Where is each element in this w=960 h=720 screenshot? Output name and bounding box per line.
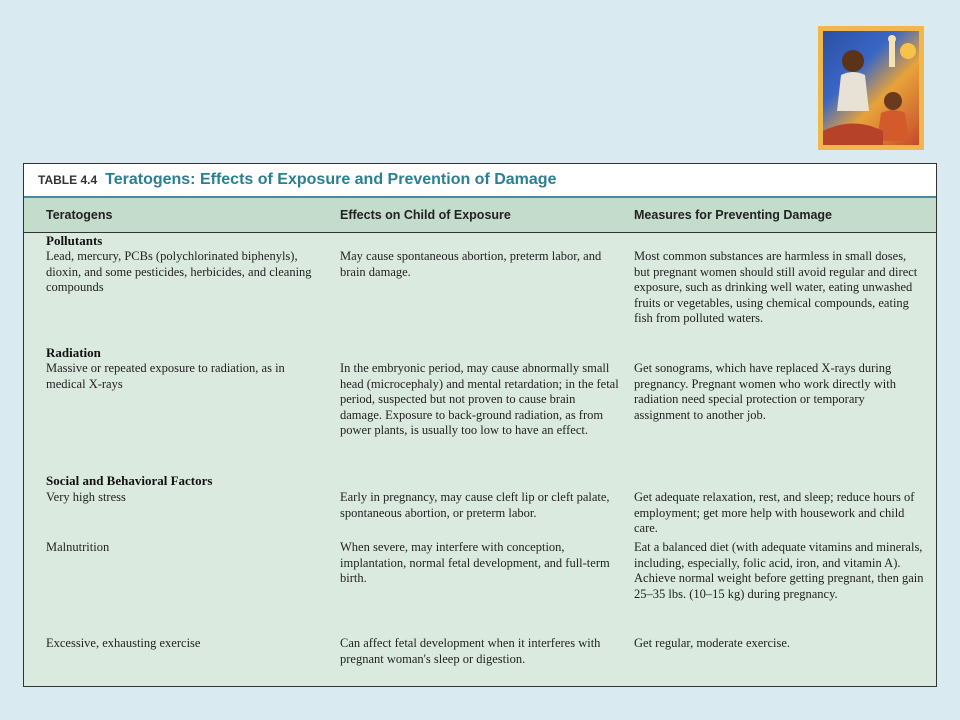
table-cell-teratogen: Very high stress (46, 490, 126, 504)
table-body (24, 233, 936, 666)
table-cell-prevention: Eat a balanced diet (with adequate vitamins and minerals, including, especially, folic acid, iron, and vitamin A). Achieve normal weight before getting pregnant, then gain 25–35 lbs. (10–15 kg) during pregnancy. (634, 540, 924, 601)
section-title-pollutants: Pollutants (46, 233, 103, 248)
table-cell-prevention: Most common substances are harmless in small doses, but pregnant women should still avoid regular and direct exposure, such as drinking well water, eating unwashed fruits or vegetables, using chemical compounds, eating fish from polluted waters. (634, 249, 918, 325)
column-header-prevention: Measures for Preventing Damage (634, 208, 832, 222)
table-cell-teratogen: Excessive, exhausting exercise (46, 636, 201, 650)
table-cell-effects: When severe, may interfere with conception, implantation, normal fetal development, and full-term birth. (340, 540, 610, 585)
column-header-effects: Effects on Child of Exposure (340, 208, 511, 222)
table-number: TABLE 4.4 (38, 173, 98, 187)
table-cell-teratogen: Lead, mercury, PCBs (polychlorinated biphenyls), dioxin, and some pesticides, herbicides, and cleaning compounds (46, 249, 312, 294)
mother-child-illustration-icon (823, 31, 919, 145)
decorative-illustration (818, 26, 924, 150)
table-cell-prevention: Get regular, moderate exercise. (634, 636, 791, 650)
table-header-row (24, 198, 936, 233)
table-cell-effects: Early in pregnancy, may cause cleft lip or cleft palate, spontaneous abortion, or preterm labor. (340, 490, 610, 520)
table-cell-effects: In the embryonic period, may cause abnormally small head (microcephaly) and mental retardation; in the fetal period, suspected but not proven to cause brain damage. Exposure to back-ground radiation, as from power plants, is usually too low to have an effect. (340, 361, 619, 437)
table-cell-teratogen: Malnutrition (46, 540, 110, 554)
column-header-teratogens: Teratogens (46, 208, 113, 222)
table-cell-prevention: Get sonograms, which have replaced X-rays during pregnancy. Pregnant women who work directly with radiation need special protection or temporary assignment to another job. (634, 361, 896, 422)
table-cell-effects: Can affect fetal development when it interferes with pregnant woman's sleep or digestion. (340, 636, 601, 666)
teratogens-table (23, 163, 937, 687)
section-title-social-behavioral: Social and Behavioral Factors (46, 473, 213, 488)
table-cell-prevention: Get adequate relaxation, rest, and sleep; reduce hours of employment; get more help with housework and child care. (634, 490, 915, 535)
table-cell-effects: May cause spontaneous abortion, preterm labor, and brain damage. (340, 249, 602, 279)
table-title: Teratogens: Effects of Exposure and Prevention of Damage (105, 171, 557, 188)
section-title-radiation: Radiation (46, 345, 101, 360)
table-title-row (24, 164, 936, 198)
table-cell-teratogen: Massive or repeated exposure to radiation, as in medical X-rays (46, 361, 285, 391)
